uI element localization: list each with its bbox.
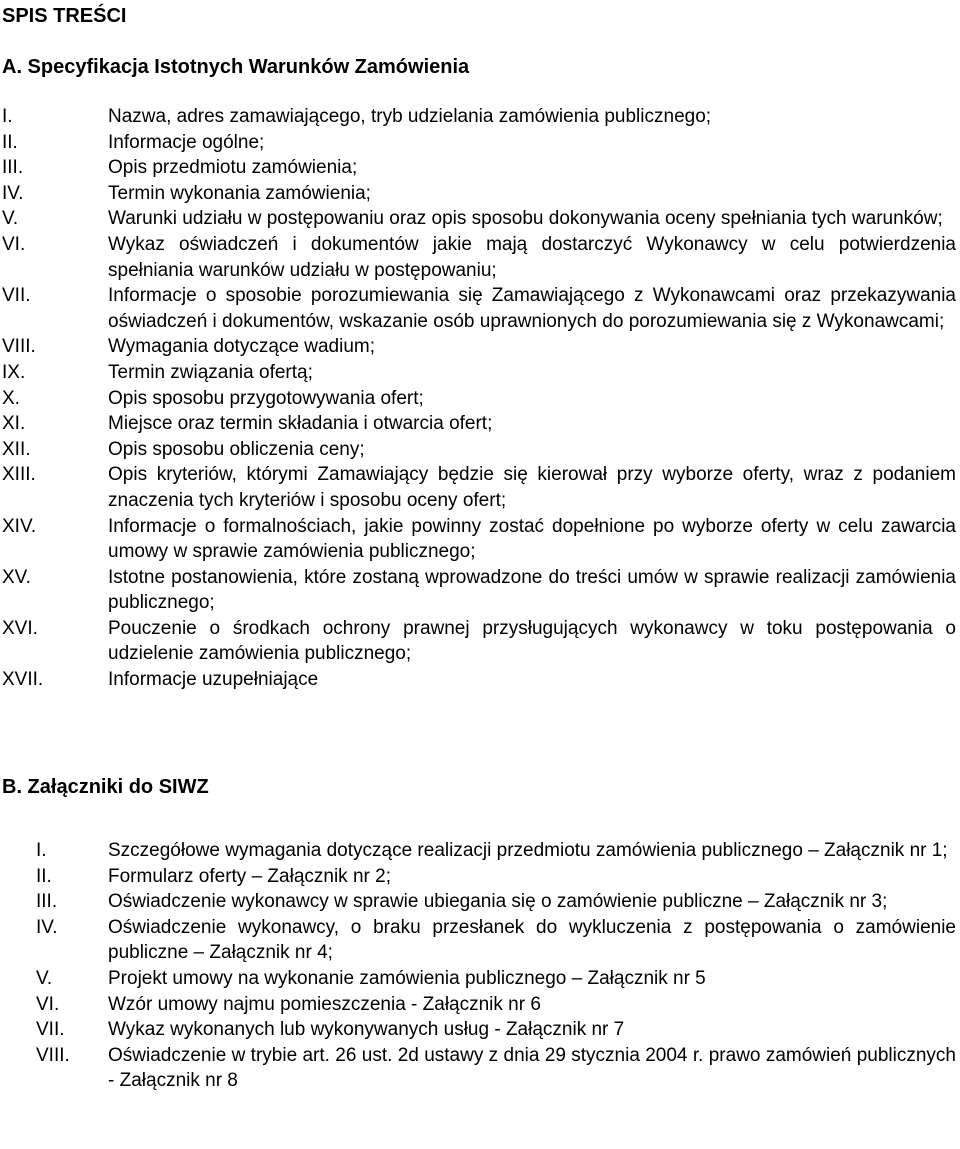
section-a-toc-item [0,616,960,667]
toc-item-number: XV. [2,566,31,588]
page-title: SPIS TREŚCI [2,5,127,27]
toc-item-text: Pouczenie o środkach ochrony prawnej przysługujących wykonawcy w toku postępowania o udzielenie zamówienia publicznego; [108,617,956,665]
toc-item-number: II. [36,865,52,887]
toc-item-number: V. [2,208,19,230]
toc-item-number: VIII. [2,336,36,358]
toc-item-text: Informacje o sposobie porozumiewania się Zamawiającego z Wykonawcami oraz przekazywania oświadczeń i dokumentów, wskazanie osób uprawnionych do porozumiewania się z Wykonawcami; [108,285,956,332]
toc-item-number: I. [36,840,47,861]
section-a-toc-item [0,360,960,386]
toc-item-number: X. [2,387,20,409]
toc-item-number: IV. [36,916,58,938]
section-b-toc-item [0,889,960,915]
toc-item-number: V. [36,967,53,989]
toc-item-number: XIV. [2,515,37,537]
section-a-toc-item [0,232,960,283]
section-a-toc-item [0,181,960,207]
toc-item-number: XVI. [2,617,38,639]
section-a-toc-item [0,283,960,334]
section-a-toc-item [0,130,960,156]
toc-item-number: I. [2,106,13,127]
section-a-heading: A. Specyfikacja Istotnych Warunków Zamówienia [2,56,470,78]
toc-item-text: Informacje ogólne; [108,131,265,153]
section-a-toc-item [0,667,960,693]
toc-item-text: Warunki udziału w postępowaniu oraz opis sposobu dokonywania oceny spełniania tych warunków; [108,208,943,230]
toc-item-number: XIII. [2,464,36,486]
toc-item-number: IX. [2,361,26,383]
toc-item-text: Oświadczenie wykonawcy, o braku przesłanek do wykluczenia z postępowania o zamówienie publiczne – Załącznik nr 4; [108,916,956,964]
toc-item-number: II. [2,131,18,153]
section-b-toc-item [0,864,960,890]
section-a-toc-item [0,437,960,463]
toc-item-text: Informacje o formalnościach, jakie powinny zostać dopełnione po wyborze oferty w celu zawarcia umowy w sprawie zamówienia publicznego; [108,515,956,563]
toc-item-text: Nazwa, adres zamawiającego, tryb udzielania zamówienia publicznego; [108,106,712,127]
toc-item-text: Wykaz wykonanych lub wykonywanych usług - Załącznik nr 7 [108,1019,625,1041]
toc-item-number: VI. [36,993,60,1015]
toc-item-text: Formularz oferty – Załącznik nr 2; [108,865,391,887]
section-a-toc-item [0,104,960,130]
toc-item-number: VII. [2,285,31,307]
section-a-toc-item [0,206,960,232]
section-b-toc-item [0,838,960,864]
toc-item-text: Opis sposobu przygotowywania ofert; [108,387,424,409]
section-a-list [0,104,960,693]
toc-item-text: Wymagania dotyczące wadium; [108,336,376,358]
toc-item-number: VIII. [36,1044,70,1066]
toc-item-text: Projekt umowy na wykonanie zamówienia publicznego – Załącznik nr 5 [108,967,706,989]
section-b-toc-item [0,915,960,966]
section-a-toc-item [0,334,960,360]
section-a-toc-item [0,514,960,565]
section-a-toc-item [0,565,960,616]
toc-item-number: VII. [36,1019,65,1041]
toc-item-text: Wzór umowy najmu pomieszczenia - Załącznik nr 6 [108,993,541,1015]
section-a-toc-item [0,411,960,437]
toc-item-number: XII. [2,438,31,460]
section-a-toc-item [0,155,960,181]
toc-item-text: Opis przedmiotu zamówienia; [108,157,358,179]
toc-item-text: Oświadczenie w trybie art. 26 ust. 2d ustawy z dnia 29 stycznia 2004 r. prawo zamówień publicznych - Załącznik nr 8 [108,1044,956,1092]
toc-item-text: Opis sposobu obliczenia ceny; [108,438,365,460]
toc-item-number: III. [2,157,24,179]
toc-item-text: Szczegółowe wymagania dotyczące realizacji przedmiotu zamówienia publicznego – Załącznik nr 1; [108,840,948,861]
section-a-toc-item [0,386,960,412]
section-b-heading: B. Załączniki do SIWZ [2,776,209,798]
toc-item-text: Opis kryteriów, którymi Zamawiający będzie się kierował przy wyborze oferty, wraz z podaniem znaczenia tych kryteriów i sposobu oceny ofert; [108,464,956,511]
section-b-toc-item [0,1043,960,1094]
toc-item-text: Termin związania ofertą; [108,361,313,383]
section-a-toc-item [0,462,960,513]
section-b-toc-item [0,992,960,1018]
toc-item-text: Wykaz oświadczeń i dokumentów jakie mają dostarczyć Wykonawcy w celu potwierdzenia spełniania warunków udziału w postępowaniu; [108,233,956,281]
toc-item-text: Termin wykonania zamówienia; [108,182,371,204]
toc-item-number: IV. [2,182,24,204]
toc-item-number: XI. [2,413,26,435]
section-b-toc-item [0,1017,960,1043]
toc-item-text: Oświadczenie wykonawcy w sprawie ubiegania się o zamówienie publiczne – Załącznik nr 3; [108,891,888,913]
toc-item-number: XVII. [2,669,44,691]
toc-item-text: Miejsce oraz termin składania i otwarcia ofert; [108,413,493,435]
section-b-list [0,838,960,1094]
toc-item-number: VI. [2,233,26,255]
toc-item-text: Istotne postanowienia, które zostaną wprowadzone do treści umów w sprawie realizacji zamówienia publicznego; [108,566,956,614]
toc-item-number: III. [36,891,58,913]
section-b-toc-item [0,966,960,992]
toc-item-text: Informacje uzupełniające [108,669,319,691]
